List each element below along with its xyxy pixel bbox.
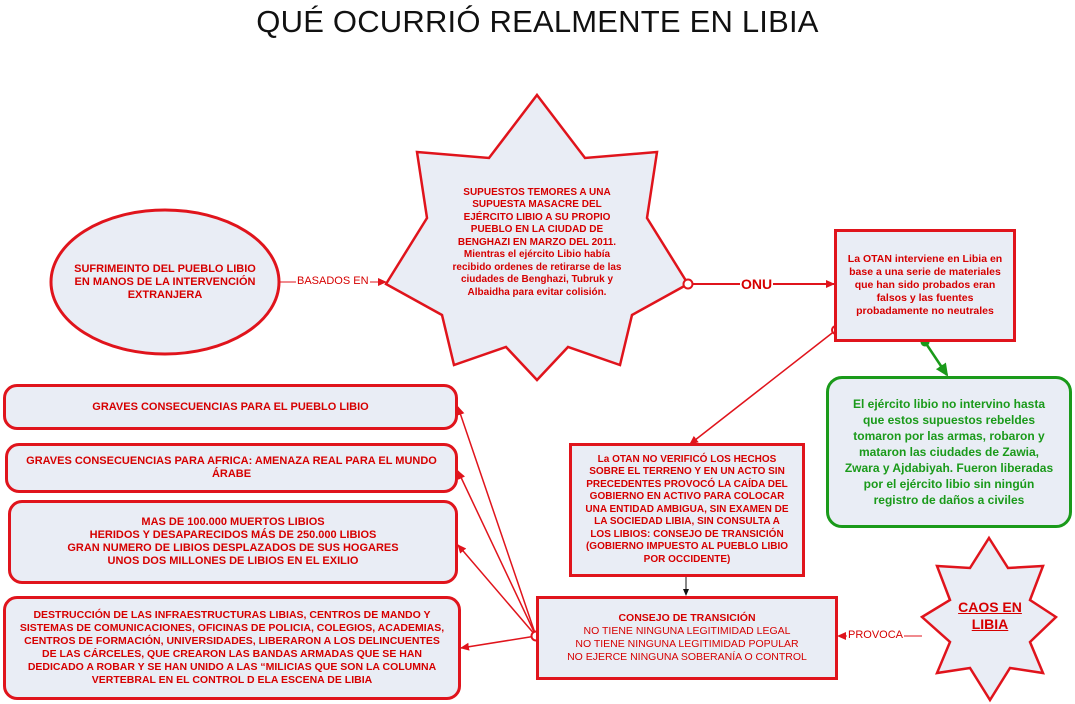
edge-otan-to-noverifico [690, 330, 836, 444]
node-star: SUPUESTOS TEMORES A UNA SUPUESTA MASACRE DEL EJÉRCITO LIBIO A SU PROPIO PUEBLO EN LA CIUDAD DE BENGHAZI EN MARZO DEL 2011. Mientras el ejército Libio había recibido ordenes de retirarse de las ciudades de Benghazi, Tubruk y Albaidha para evitar colisión. [452, 186, 622, 298]
node-consecuencias-pueblo: GRAVES CONSECUENCIAS PARA EL PUEBLO LIBIO [3, 384, 458, 430]
node-consecuencias-africa: GRAVES CONSECUENCIAS PARA AFRICA: AMENAZA REAL PARA EL MUNDO ÁRABE [5, 443, 458, 493]
node-otan-interviene: La OTAN interviene en Libia en base a una serie de materiales que han sido probados eran falsos y las fuentes probadamente no neutrales [834, 229, 1016, 342]
edge-to-pueblo [458, 407, 536, 636]
edge-to-destruccion [461, 636, 536, 648]
node-ejercito: El ejército libio no intervino hasta que estos supuestos rebeldes tomaron por las armas, robaron y mataron las ciudades de Zawia, Zwara y Ajdabiyah. Fueron liberadas por el ejército libio sin ningún registro de daños a civiles [826, 376, 1072, 528]
label-basados-en: BASADOS EN [297, 275, 369, 287]
edge-onu-start-dot [684, 280, 693, 289]
node-destruccion: DESTRUCCIÓN DE LAS INFRAESTRUCTURAS LIBIAS, CENTROS DE MANDO Y SISTEMAS DE COMUNICACIONES, OFICINAS DE POLICIA, COLEGIOS, ACADEMIAS, CENTROS DE FORMACIÓN, UNIVERSIDADES, LIBERARON A LOS DELINCUENTES DE LAS CÁRCELES, QUE CREARON LAS BANDAS ARMADAS QUE SE HAN DEDICADO A ROBAR Y SE HAN UNIDO A LAS “MILICIAS QUE SON LA COLUMNA VERTEBRAL EN EL CONTROL D ELA ESCENA DE LIBIA [3, 596, 461, 700]
node-caos: CAOS EN LIBIA [958, 599, 1022, 632]
page-title: QUÉ OCURRIÓ REALMENTE EN LIBIA [256, 4, 819, 39]
edge-to-muertos [458, 545, 536, 636]
edge-to-africa [458, 471, 536, 636]
node-sufrimiento: SUFRIMEINTO DEL PUEBLO LIBIO EN MANOS DE LA INTERVENCIÓN EXTRANJERA [74, 262, 256, 301]
edge-green [925, 342, 947, 375]
node-otan-no-verifico: La OTAN NO VERIFICÓ LOS HECHOS SOBRE EL TERRENO Y EN UN ACTO SIN PRECEDENTES PROVOCÓ LA CAÍDA DEL GOBIERNO EN ACTIVO PARA COLOCAR UNA ENTIDAD AMBIGUA, SIN EXAMEN DE LA SOCIEDAD LIBIA, SIN CONSULTA A LOS LIBIOS: CONSEJO DE TRANSICIÓN (GOBIERNO IMPUESTO AL PUEBLO LIBIO POR OCCIDENTE) [569, 443, 805, 577]
node-consejo: CONSEJO DE TRANSICIÓN NO TIENE NINGUNA LEGITIMIDAD LEGAL NO TIENE NINGUNA LEGITIMIDAD POPULAR NO EJERCE NINGUNA SOBERANÍA O CONTROL [536, 596, 838, 680]
node-muertos: MAS DE 100.000 MUERTOS LIBIOS HERIDOS Y DESAPARECIDOS MÁS DE 250.000 LIBIOS GRAN NUMERO DE LIBIOS DESPLAZADOS DE SUS HOGARES UNOS DOS MILLONES DE LIBIOS EN EL EXILIO [8, 500, 458, 584]
label-onu: ONU [741, 276, 773, 292]
label-provoca: PROVOCA [848, 629, 904, 641]
